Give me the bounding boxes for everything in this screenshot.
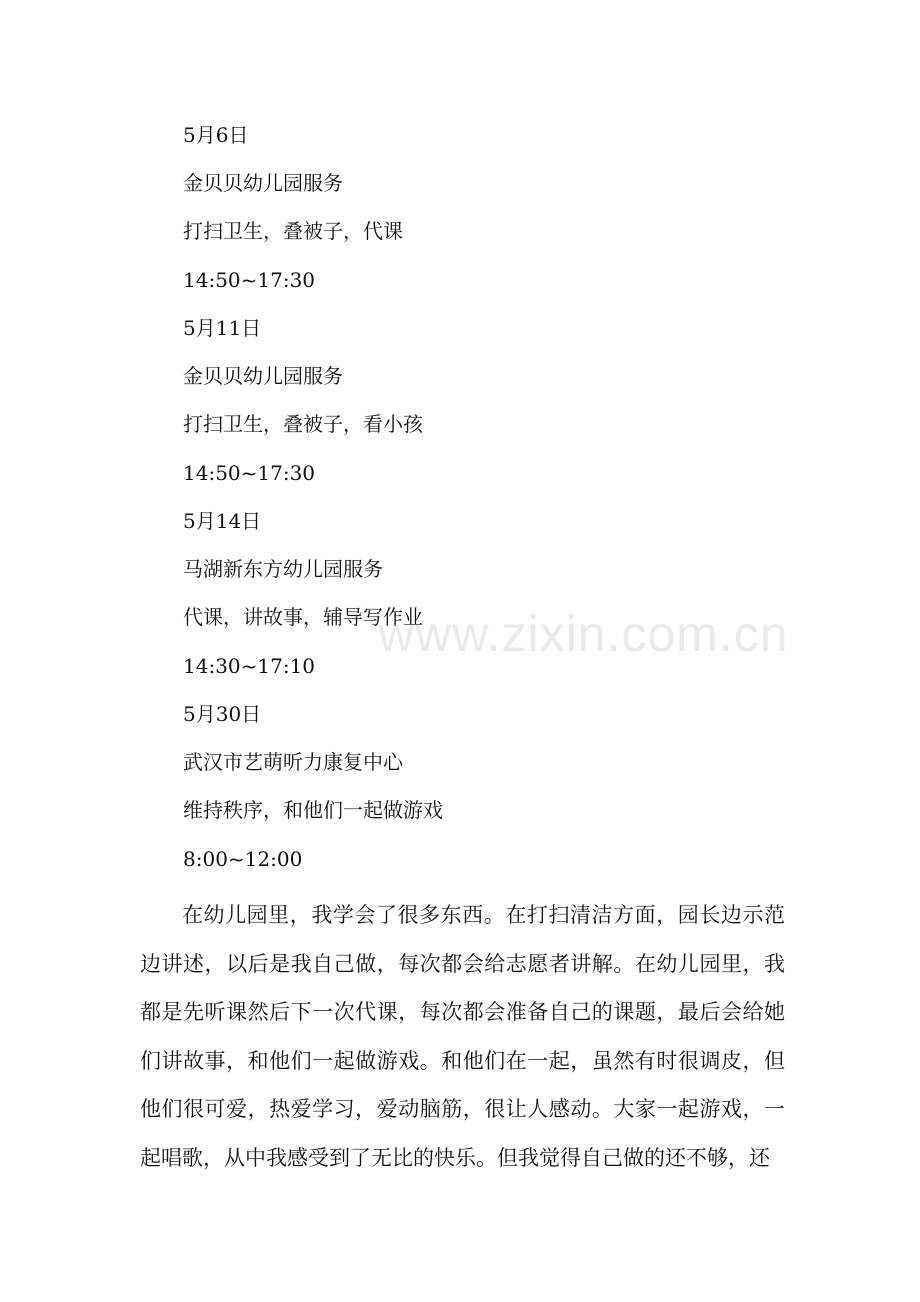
entry-time: 14:30~17:10 bbox=[183, 654, 316, 678]
entry-tasks: 维持秩序，和他们一起做游戏 bbox=[183, 798, 443, 822]
entry-place: 金贝贝幼儿园服务 bbox=[183, 171, 343, 195]
entry-time: 14:50~17:30 bbox=[183, 461, 316, 485]
entry-date: 5月6日 bbox=[183, 123, 249, 147]
entry-time: 14:50~17:30 bbox=[183, 268, 316, 292]
entry-place: 金贝贝幼儿园服务 bbox=[183, 364, 343, 388]
watermark: www.zixin.com.cn bbox=[378, 606, 789, 662]
entry-place: 武汉市艺萌听力康复中心 bbox=[183, 750, 403, 774]
entry-date: 5月14日 bbox=[183, 509, 262, 533]
body-paragraph: 在幼儿园里，我学会了很多东西。在打扫清洁方面，园长边示范边讲述，以后是我自己做，每次都会给志愿者讲解。在幼儿园里，我都是先听课然后下一次代课，每次都会准备自己的课题，最后会给她们讲故事，和他们一起做游戏。和他们在一起，虽然有时很调皮，但他们很可爱，热爱学习，爱动脑筋，很让人感动。大家一起游戏，一起唱歌，从中我感受到了无比的快乐。但我觉得自己做的还不够，还 bbox=[140, 903, 785, 1170]
entry-time: 8:00~12:00 bbox=[183, 847, 303, 871]
entry-place: 马湖新东方幼儿园服务 bbox=[183, 557, 383, 581]
entry-tasks: 打扫卫生，叠被子，代课 bbox=[183, 219, 403, 243]
entry-tasks: 打扫卫生，叠被子，看小孩 bbox=[183, 412, 423, 436]
entry-date: 5月30日 bbox=[183, 702, 262, 726]
entry-tasks: 代课，讲故事，辅导写作业 bbox=[183, 605, 423, 629]
entry-date: 5月11日 bbox=[183, 316, 262, 340]
